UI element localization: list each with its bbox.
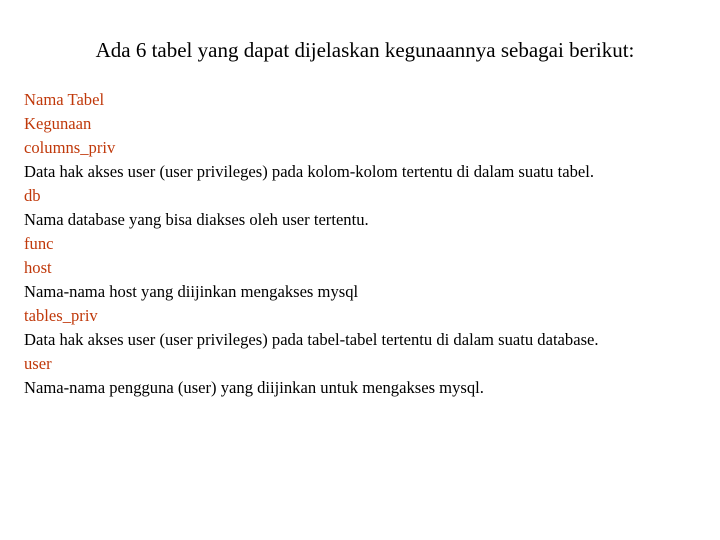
table-desc-columns-priv: Data hak akses user (user privileges) pada kolom-kolom tertentu di dalam suatu tabel. [24, 162, 595, 181]
table-name-db: db [24, 186, 41, 205]
table-list [24, 88, 714, 400]
table-desc-db: Nama database yang bisa diakses oleh user tertentu. [24, 210, 369, 229]
header-nama-tabel: Nama Tabel [24, 90, 105, 109]
table-desc-user: Nama-nama pengguna (user) yang diijinkan untuk mengakses mysql. [24, 378, 484, 397]
table-name-func: func [24, 234, 54, 253]
table-name-host: host [24, 258, 52, 277]
table-name-tables-priv: tables_priv [24, 306, 98, 325]
table-name-user: user [24, 354, 52, 373]
table-name-columns-priv: columns_priv [24, 138, 116, 157]
slide-title: Ada 6 tabel yang dapat dijelaskan kegunaannya sebagai berikut: [95, 38, 635, 62]
table-desc-host: Nama-nama host yang diijinkan mengakses mysql [24, 282, 359, 301]
header-kegunaan: Kegunaan [24, 114, 92, 133]
table-desc-tables-priv: Data hak akses user (user privileges) pada tabel-tabel tertentu di dalam suatu database. [24, 330, 599, 349]
